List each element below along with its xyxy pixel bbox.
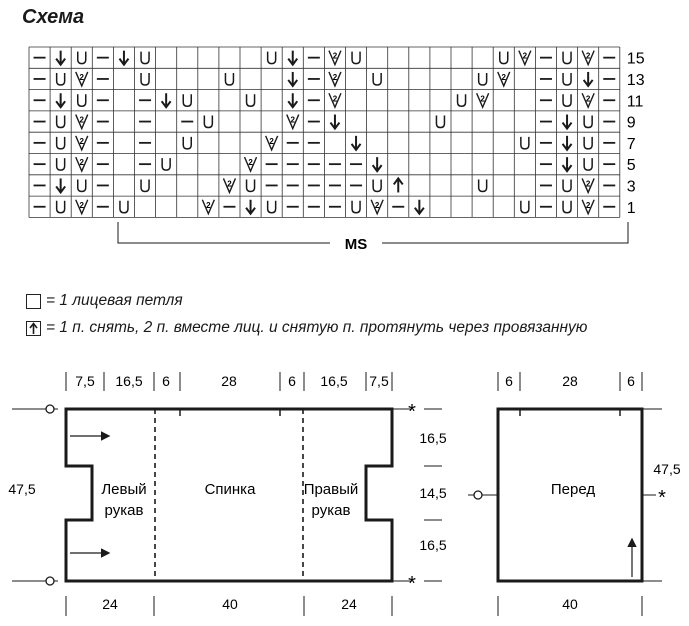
legend-item-knit — [26, 292, 183, 310]
svg-text:2: 2 — [585, 51, 591, 61]
yarn-over-symbol — [352, 52, 360, 64]
down-arrow-symbol — [288, 72, 297, 86]
double-increase-symbol — [76, 115, 88, 129]
row-number: 5 — [626, 157, 636, 175]
up-arrow-symbol — [394, 178, 403, 192]
yarn-over-symbol — [352, 201, 360, 213]
yarn-over-symbol — [247, 94, 255, 106]
svg-text:2: 2 — [206, 200, 211, 210]
svg-text:2: 2 — [290, 115, 295, 125]
yarn-over-symbol — [373, 179, 381, 191]
back-mark-top: * — [408, 401, 416, 423]
yarn-over-symbol — [268, 201, 276, 213]
down-arrow-symbol — [56, 93, 65, 107]
rapport-bracket — [118, 222, 628, 253]
down-arrow-symbol — [288, 93, 297, 107]
double-increase-symbol — [477, 93, 489, 107]
double-increase-symbol — [519, 51, 531, 65]
yarn-over-symbol — [120, 201, 128, 213]
yarn-over-symbol — [521, 201, 529, 213]
double-increase-symbol — [223, 178, 235, 192]
yarn-over-symbol — [563, 52, 571, 64]
row-number: 7 — [626, 135, 636, 153]
front-height-dim: 47,5 — [653, 461, 681, 477]
back-label: Спинка — [204, 481, 256, 498]
svg-text:2: 2 — [585, 200, 591, 210]
double-increase-symbol — [76, 200, 88, 214]
double-increase-symbol — [76, 72, 88, 86]
down-arrow-symbol — [415, 200, 424, 214]
down-arrow-symbol — [330, 115, 339, 129]
yarn-over-symbol — [247, 179, 255, 191]
front-piece-schematic — [468, 372, 681, 616]
double-increase-symbol — [329, 93, 341, 107]
svg-text:2: 2 — [374, 200, 380, 210]
back-mark-bottom: * — [408, 573, 416, 595]
back-right-dim-1: 16,5 — [419, 430, 447, 446]
back-top-dim-3: 6 — [162, 373, 170, 389]
double-increase-symbol — [76, 136, 88, 150]
svg-text:2: 2 — [248, 158, 253, 168]
row-number: 13 — [626, 71, 645, 89]
yarn-over-symbol — [584, 137, 592, 149]
yarn-over-symbol — [183, 137, 191, 149]
down-arrow-symbol — [56, 178, 65, 192]
svg-text:2: 2 — [480, 94, 485, 104]
yarn-over-symbol — [268, 52, 276, 64]
double-increase-symbol — [287, 115, 299, 129]
back-top-dim-2: 16,5 — [115, 373, 143, 389]
row-number: 15 — [626, 50, 645, 68]
down-arrow-symbol — [563, 157, 572, 171]
svg-text:2: 2 — [332, 51, 338, 61]
svg-text:2: 2 — [79, 136, 84, 146]
front-top-dim-3: 6 — [627, 373, 635, 389]
double-increase-symbol — [582, 93, 594, 107]
yarn-over-symbol — [225, 73, 233, 85]
yarn-over-symbol — [563, 73, 571, 85]
row-number: 9 — [626, 114, 636, 132]
back-piece-schematic — [8, 372, 446, 616]
svg-text:2: 2 — [79, 115, 84, 125]
yarn-over-symbol — [584, 116, 592, 128]
svg-text:2: 2 — [269, 136, 274, 146]
svg-text:2: 2 — [585, 94, 591, 104]
svg-text:2: 2 — [522, 51, 528, 61]
yarn-over-symbol — [57, 116, 65, 128]
back-bottom-dim-1: 24 — [102, 596, 118, 612]
yarn-over-symbol — [78, 179, 86, 191]
double-increase-symbol — [582, 51, 594, 65]
double-increase-symbol — [329, 72, 341, 86]
back-bottom-dim-2: 40 — [222, 596, 238, 612]
scheme-title: Схема — [22, 6, 85, 28]
svg-text:2: 2 — [79, 72, 84, 82]
yarn-over-symbol — [141, 52, 149, 64]
yarn-over-symbol — [563, 94, 571, 106]
double-increase-symbol — [329, 51, 341, 65]
legend-decrease-text: = 1 п. снять, 2 п. вместе лиц. и снятую п. протянуть через провязанную — [46, 319, 588, 336]
back-right-dim-2: 14,5 — [419, 485, 447, 501]
row-number: 3 — [626, 178, 636, 196]
front-top-dim-1: 6 — [505, 373, 513, 389]
double-increase-symbol — [266, 136, 278, 150]
yarn-over-symbol — [78, 94, 86, 106]
double-increase-symbol — [582, 178, 594, 192]
back-right-dim-3: 16,5 — [419, 537, 447, 553]
double-increase-symbol — [202, 200, 214, 214]
row-numbers — [627, 51, 645, 217]
front-label: Перед — [550, 481, 596, 498]
yarn-over-symbol — [479, 179, 487, 191]
back-top-dim-5: 6 — [288, 373, 296, 389]
svg-text:2: 2 — [79, 158, 84, 168]
back-top-dim-7: 7,5 — [369, 373, 389, 389]
yarn-over-symbol — [584, 158, 592, 170]
yarn-over-symbol — [436, 116, 444, 128]
yarn-over-symbol — [78, 52, 86, 64]
back-top-dim-1: 7,5 — [75, 373, 95, 389]
up-arrow-square-icon — [26, 321, 41, 336]
yarn-over-symbol — [141, 73, 149, 85]
left-sleeve-label-2: рукав — [104, 502, 144, 519]
row-number: 11 — [626, 93, 644, 111]
yarn-over-symbol — [563, 201, 571, 213]
yarn-over-symbol — [57, 137, 65, 149]
yarn-over-symbol — [57, 158, 65, 170]
yarn-over-symbol — [563, 179, 571, 191]
double-increase-symbol — [371, 200, 383, 214]
yarn-over-symbol — [57, 73, 65, 85]
down-arrow-symbol — [162, 93, 171, 107]
front-bottom-dim: 40 — [562, 596, 578, 612]
back-top-dim-6: 16,5 — [320, 373, 348, 389]
double-increase-symbol — [582, 200, 594, 214]
double-increase-symbol — [76, 157, 88, 171]
yarn-over-symbol — [141, 179, 149, 191]
svg-text:2: 2 — [332, 94, 338, 104]
row-number: 1 — [626, 199, 636, 217]
yarn-over-symbol — [458, 94, 466, 106]
down-arrow-symbol — [246, 200, 255, 214]
yarn-over-symbol — [479, 73, 487, 85]
back-top-dim-4: 28 — [221, 373, 237, 389]
yarn-over-symbol — [162, 158, 170, 170]
yarn-over-symbol — [204, 116, 212, 128]
double-increase-symbol — [245, 157, 257, 171]
front-mark: * — [658, 487, 666, 509]
svg-text:2: 2 — [79, 200, 84, 210]
rapport-label: MS — [344, 236, 368, 253]
down-arrow-symbol — [352, 136, 361, 150]
left-sleeve-label-1: Левый — [101, 481, 147, 498]
yarn-over-symbol — [500, 52, 508, 64]
empty-square-icon — [26, 294, 41, 309]
back-bottom-dim-3: 24 — [341, 596, 357, 612]
right-sleeve-label-1: Правый — [303, 481, 359, 498]
back-height-dim: 47,5 — [8, 481, 36, 497]
legend-knit-text: = 1 лицевая петля — [46, 292, 183, 309]
yarn-over-symbol — [373, 73, 381, 85]
yarn-over-symbol — [183, 94, 191, 106]
down-arrow-symbol — [563, 136, 572, 150]
front-top-dim-2: 28 — [562, 373, 578, 389]
svg-text:2: 2 — [585, 179, 591, 189]
yarn-over-symbol — [521, 137, 529, 149]
double-increase-symbol — [498, 72, 510, 86]
svg-text:2: 2 — [501, 72, 506, 82]
down-arrow-symbol — [56, 51, 65, 65]
down-arrow-symbol — [584, 72, 593, 86]
svg-text:2: 2 — [227, 179, 232, 189]
down-arrow-symbol — [288, 51, 297, 65]
yarn-over-symbol — [57, 201, 65, 213]
down-arrow-symbol — [373, 157, 382, 171]
svg-text:2: 2 — [332, 72, 338, 82]
legend-item-decrease — [26, 319, 587, 337]
down-arrow-symbol — [563, 115, 572, 129]
chart-grid — [29, 47, 620, 217]
right-sleeve-label-2: рукав — [311, 502, 351, 519]
down-arrow-symbol — [119, 51, 128, 65]
